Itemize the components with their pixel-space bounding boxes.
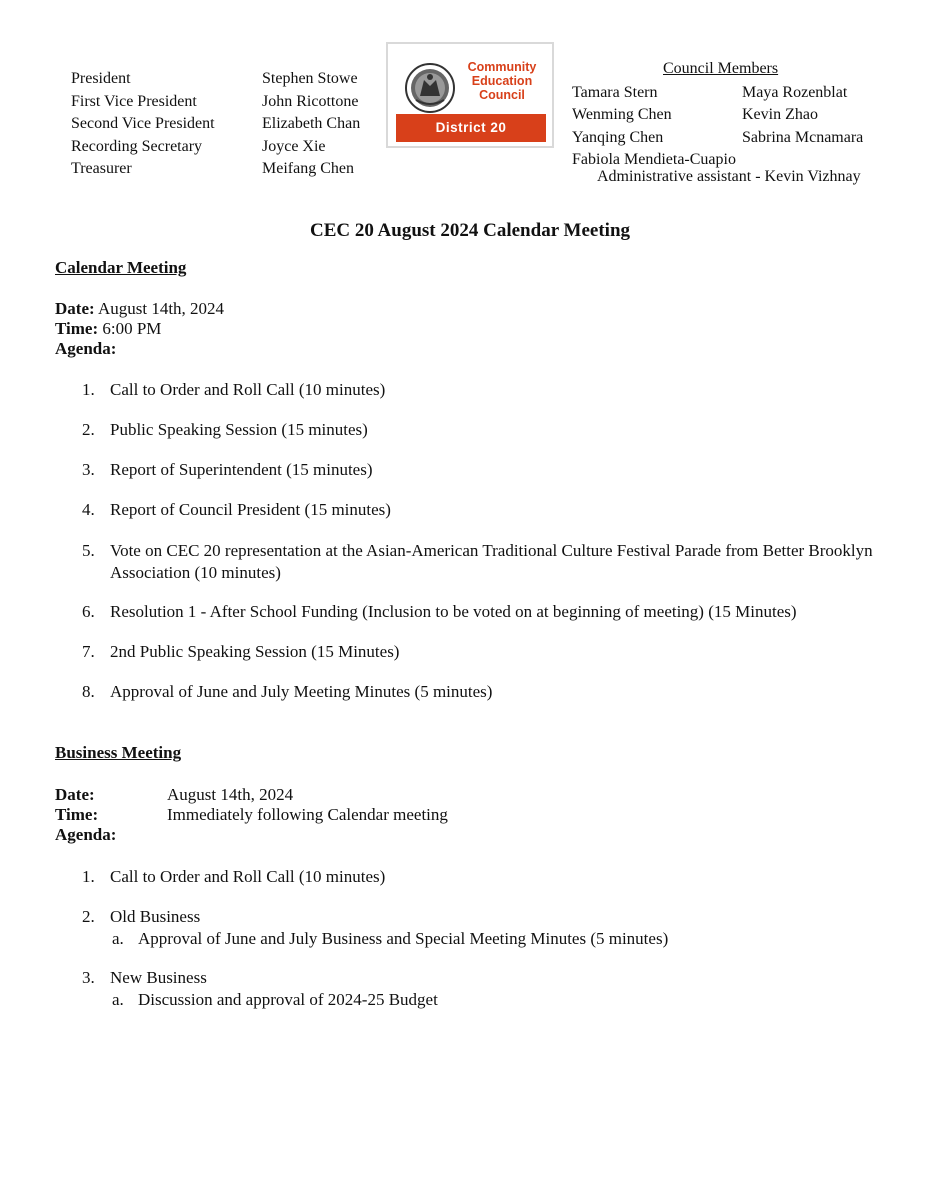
member-name: Tamara Stern <box>572 84 658 101</box>
logo-district-band: District 20 <box>396 114 546 142</box>
agenda-label: Agenda: <box>55 825 117 844</box>
member-row <box>572 82 863 104</box>
agenda-text: Old Business <box>110 907 201 926</box>
member-name: Yanqing Chen <box>572 128 664 146</box>
agenda-text: Public Speaking Session (15 minutes) <box>110 420 368 439</box>
agenda-subitem-text: Approval of June and July Business and Special Meeting Minutes (5 minutes) <box>138 929 669 948</box>
calendar-meeting-details <box>55 299 224 359</box>
officer-name: John Ricottone <box>262 92 359 110</box>
logo-line: Council <box>479 88 525 102</box>
agenda-text: Call to Order and Roll Call (10 minutes) <box>110 867 386 886</box>
calendar-agenda-item: 8. Approval of June and July Meeting Minutes (5 minutes) <box>82 682 493 701</box>
business-agenda-item: 1. Call to Order and Roll Call (10 minutes) <box>82 867 386 886</box>
date-label: Date: <box>55 299 95 318</box>
calendar-meeting-heading: Calendar Meeting <box>55 258 187 277</box>
business-time: Immediately following Calendar meeting <box>167 805 448 824</box>
member-name: Wenming Chen <box>572 106 672 124</box>
date-label: Date: <box>55 785 95 804</box>
cec-logo <box>386 42 554 148</box>
time-label: Time: <box>55 319 99 338</box>
agenda-text: 2nd Public Speaking Session (15 Minutes) <box>110 642 400 661</box>
calendar-agenda-item: 7. 2nd Public Speaking Session (15 Minutes) <box>82 642 400 661</box>
officer-name: Meifang Chen <box>262 160 354 178</box>
officer-role: Recording Secretary <box>71 137 203 155</box>
agenda-subitem-text: Discussion and approval of 2024-25 Budget <box>138 990 438 1009</box>
calendar-agenda-item: 4. Report of Council President (15 minutes) <box>82 500 391 519</box>
council-members-title: Council Members <box>663 60 779 77</box>
document-title: CEC 20 August 2024 Calendar Meeting <box>309 220 631 241</box>
business-date: August 14th, 2024 <box>167 785 294 804</box>
time-label: Time: <box>55 805 99 824</box>
logo-text <box>456 60 548 102</box>
member-name: Kevin Zhao <box>742 106 818 124</box>
agenda-text: Report of Superintendent (15 minutes) <box>110 460 373 479</box>
officer-name: Joyce Xie <box>262 137 326 155</box>
agenda-text: Vote on CEC 20 representation at the Asian-American Traditional Culture Festival Parade from Better Brooklyn Association (10 minutes) <box>110 541 873 582</box>
business-meeting-heading: Business Meeting <box>55 743 182 762</box>
agenda-text: Report of Council President (15 minutes) <box>110 500 391 519</box>
calendar-time: 6:00 PM <box>102 319 162 338</box>
logo-line: Education <box>471 74 533 88</box>
council-members-list <box>572 82 863 172</box>
officer-role: Second Vice President <box>71 115 215 133</box>
admin-assistant: Administrative assistant - Kevin Vizhnay <box>597 168 861 185</box>
member-name: Fabiola Mendieta-Cuapio <box>572 151 736 169</box>
member-name: Sabrina Mcnamara <box>742 128 864 146</box>
agenda-text: New Business <box>110 968 207 987</box>
officer-name: Stephen Stowe <box>262 70 358 87</box>
calendar-date: August 14th, 2024 <box>97 299 225 318</box>
calendar-agenda-item: 3. Report of Superintendent (15 minutes) <box>82 460 373 479</box>
logo-line: Community <box>467 60 537 74</box>
calendar-agenda-item: 5. Vote on CEC 20 representation at the Asian-American Traditional Culture Festival Parade from Better Brooklyn Association (10 minutes) <box>82 541 873 582</box>
agenda-text: Call to Order and Roll Call (10 minutes) <box>110 380 386 399</box>
business-agenda-item: 2. Old Business a. Approval of June and July Business and Special Meeting Minutes (5 minutes) <box>82 907 669 948</box>
business-agenda-item: 3. New Business a. Discussion and approval of 2024-25 Budget <box>82 968 438 1009</box>
officer-roles <box>71 68 215 181</box>
agenda-text: Approval of June and July Meeting Minutes (5 minutes) <box>110 682 493 701</box>
agenda-label: Agenda: <box>55 339 117 358</box>
officer-role: First Vice President <box>71 92 197 110</box>
business-meeting-details <box>55 785 555 845</box>
member-name: Maya Rozenblat <box>742 84 848 101</box>
calendar-agenda-item: 2. Public Speaking Session (15 minutes) <box>82 420 368 439</box>
member-row <box>572 127 863 149</box>
officer-role: Treasurer <box>71 160 132 178</box>
officer-name: Elizabeth Chan <box>262 115 361 133</box>
officer-role: President <box>71 70 131 87</box>
nyc-seal-icon <box>404 62 456 114</box>
member-row <box>572 104 863 126</box>
officer-names <box>262 68 360 181</box>
agenda-text: Resolution 1 - After School Funding (Inclusion to be voted on at beginning of meeting) (15 Minutes) <box>110 602 797 621</box>
calendar-agenda-item: 6. Resolution 1 - After School Funding (Inclusion to be voted on at beginning of meeting) (15 Minutes) <box>82 602 797 621</box>
calendar-agenda-item: 1. Call to Order and Roll Call (10 minutes) <box>82 380 386 399</box>
